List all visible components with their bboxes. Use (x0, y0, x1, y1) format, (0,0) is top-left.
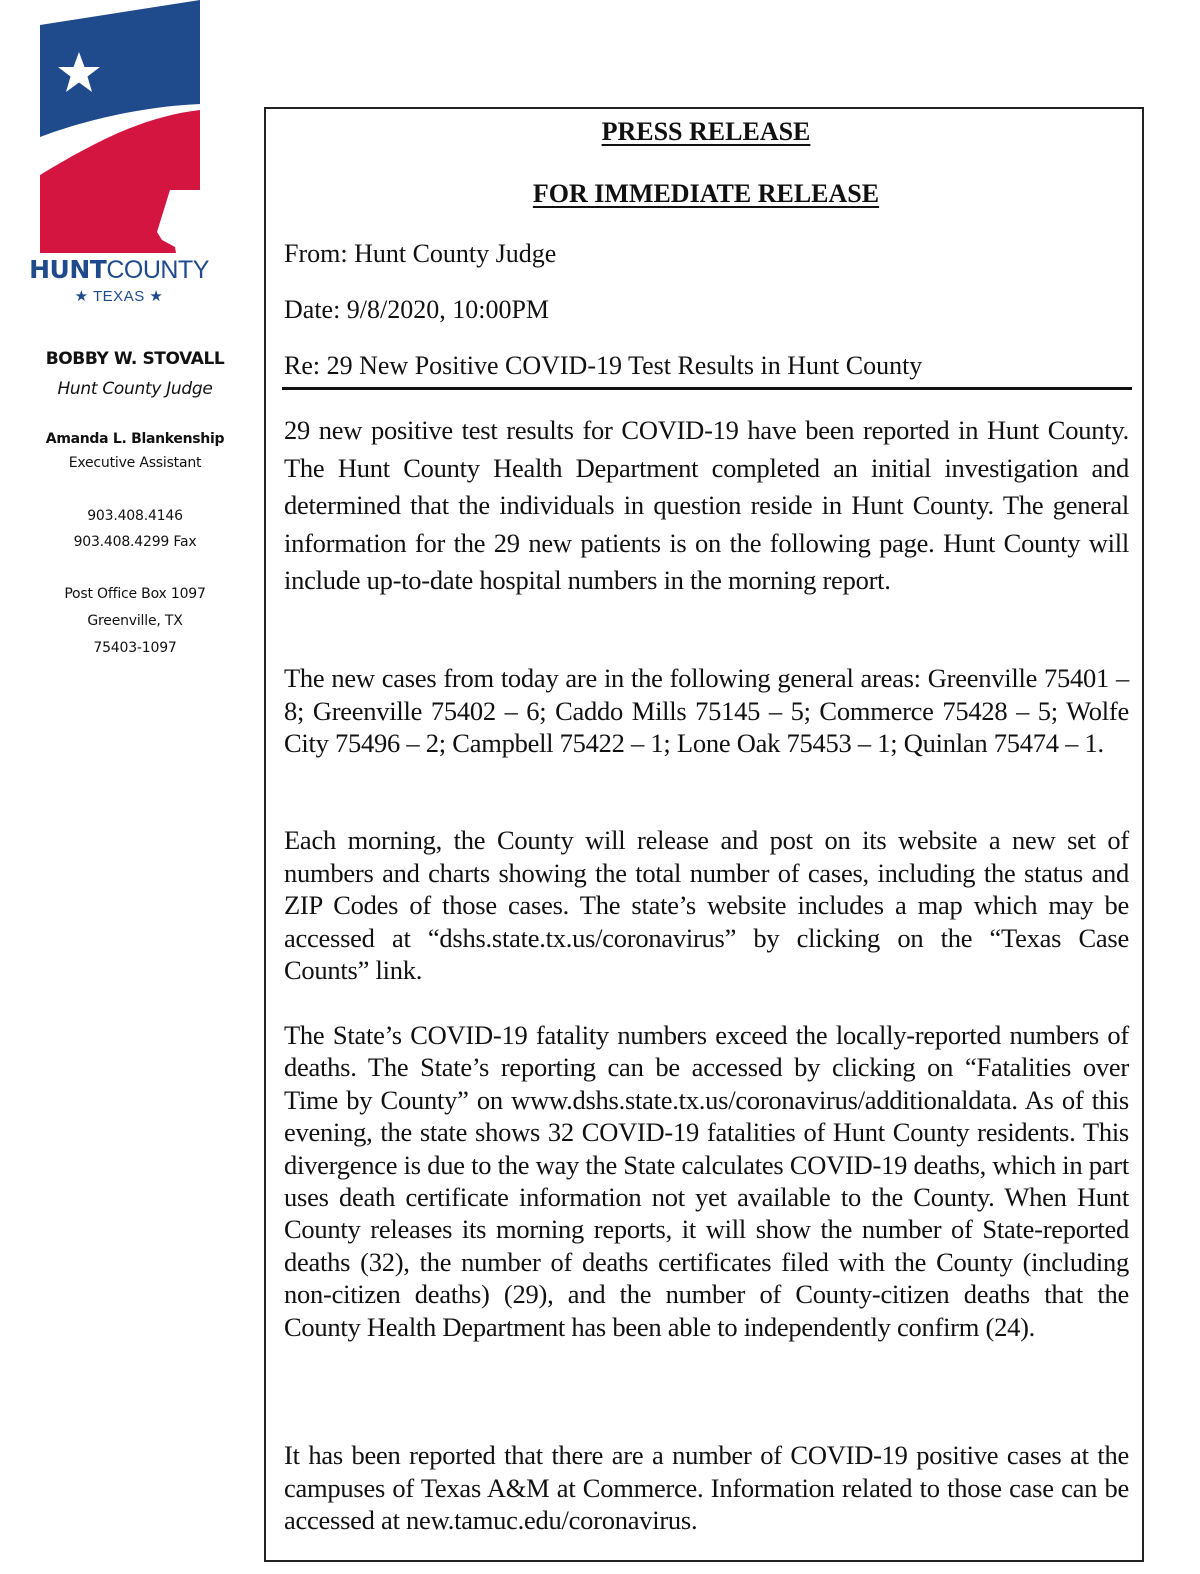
fax-number: 903.408.4299 Fax (73, 534, 197, 550)
address-line-1: Post Office Box 1097 (64, 586, 206, 602)
judge-name: BOBBY W. STOVALL (45, 349, 225, 369)
phone-number: 903.408.4146 (87, 508, 183, 524)
assistant-title: Executive Assistant (68, 455, 202, 471)
paragraph-tamuc-cases: It has been reported that there are a number of COVID-19 positive cases at the campuses of Texas A&M at Commerce. Information related to those case can be accessed at new.tamuc.edu/coronavirus. (284, 1440, 1129, 1535)
wordmark-texas: ★ TEXAS ★ (74, 288, 164, 305)
date-line: Date: 9/8/2020, 10:00PM (284, 295, 550, 324)
wordmark-county: COUNTY (106, 256, 209, 284)
subject-line: Re: 29 New Positive COVID-19 Test Results in Hunt County (284, 351, 923, 380)
address-line-2: Greenville, TX (87, 613, 183, 629)
contact-block (0, 346, 270, 662)
paragraph-new-cases-summary: 29 new positive test results for COVID-19 have been reported in Hunt County. The Hunt County Health Department completed an initial investigation and determined that the individuals in question reside in Hunt County. The general information for the 29 new patients is on the following page. Hunt County will include up-to-date hospital numbers in the morning report. (284, 415, 1129, 595)
paragraph-case-areas: The new cases from today are in the following general areas: Greenville 75401 – 8; Greenville 75402 – 6; Caddo Mills 75145 – 5; Commerce 75428 – 5; Wolfe City 75496 – 2; Campbell 75422 – 1; Lone Oak 75453 – 1; Quinlan 75474 – 1. (284, 663, 1129, 758)
immediate-release-heading: FOR IMMEDIATE RELEASE (532, 179, 880, 208)
assistant-name: Amanda L. Blankenship (45, 431, 225, 447)
press-release-box (264, 107, 1144, 1562)
paragraph-fatality-numbers: The State’s COVID-19 fatality numbers exceed the locally-reported numbers of deaths. The State’s reporting can be accessed by clicking on “Fatalities over Time by County” on www.dshs.state.tx.us/coronavirus/additionaldata. As of this evening, the state shows 32 COVID-19 fatalities of Hunt County residents. This divergence is due to the way the State calculates COVID-19 deaths, which in part uses death certificate information not yet available to the County. When Hunt County releases its morning reports, it will show the number of State-reported deaths (32), the number of deaths certificates filed with the County (including non-citizen deaths) (29), and the number of County-citizen deaths that the County Health Department has been able to independently confirm (24). (284, 1020, 1129, 1342)
wordmark-hunt: HUNT (29, 255, 107, 284)
letterhead-sidebar (0, 0, 262, 1574)
judge-title: Hunt County Judge (57, 379, 213, 399)
hunt-county-flag-logo-icon (0, 0, 240, 260)
county-wordmark (0, 255, 238, 305)
press-release-heading: PRESS RELEASE (601, 117, 811, 146)
paragraph-daily-reporting: Each morning, the County will release and post on its website a new set of numbers and charts showing the total number of cases, including the status and ZIP Codes of those cases. The state’s website includes a map which may be accessed at “dshs.state.tx.us/coronavirus” by clicking on the “Texas Case Counts” link. (284, 825, 1129, 985)
from-line: From: Hunt County Judge (284, 239, 557, 268)
address-line-3: 75403-1097 (93, 640, 177, 656)
header-divider (282, 387, 1132, 390)
